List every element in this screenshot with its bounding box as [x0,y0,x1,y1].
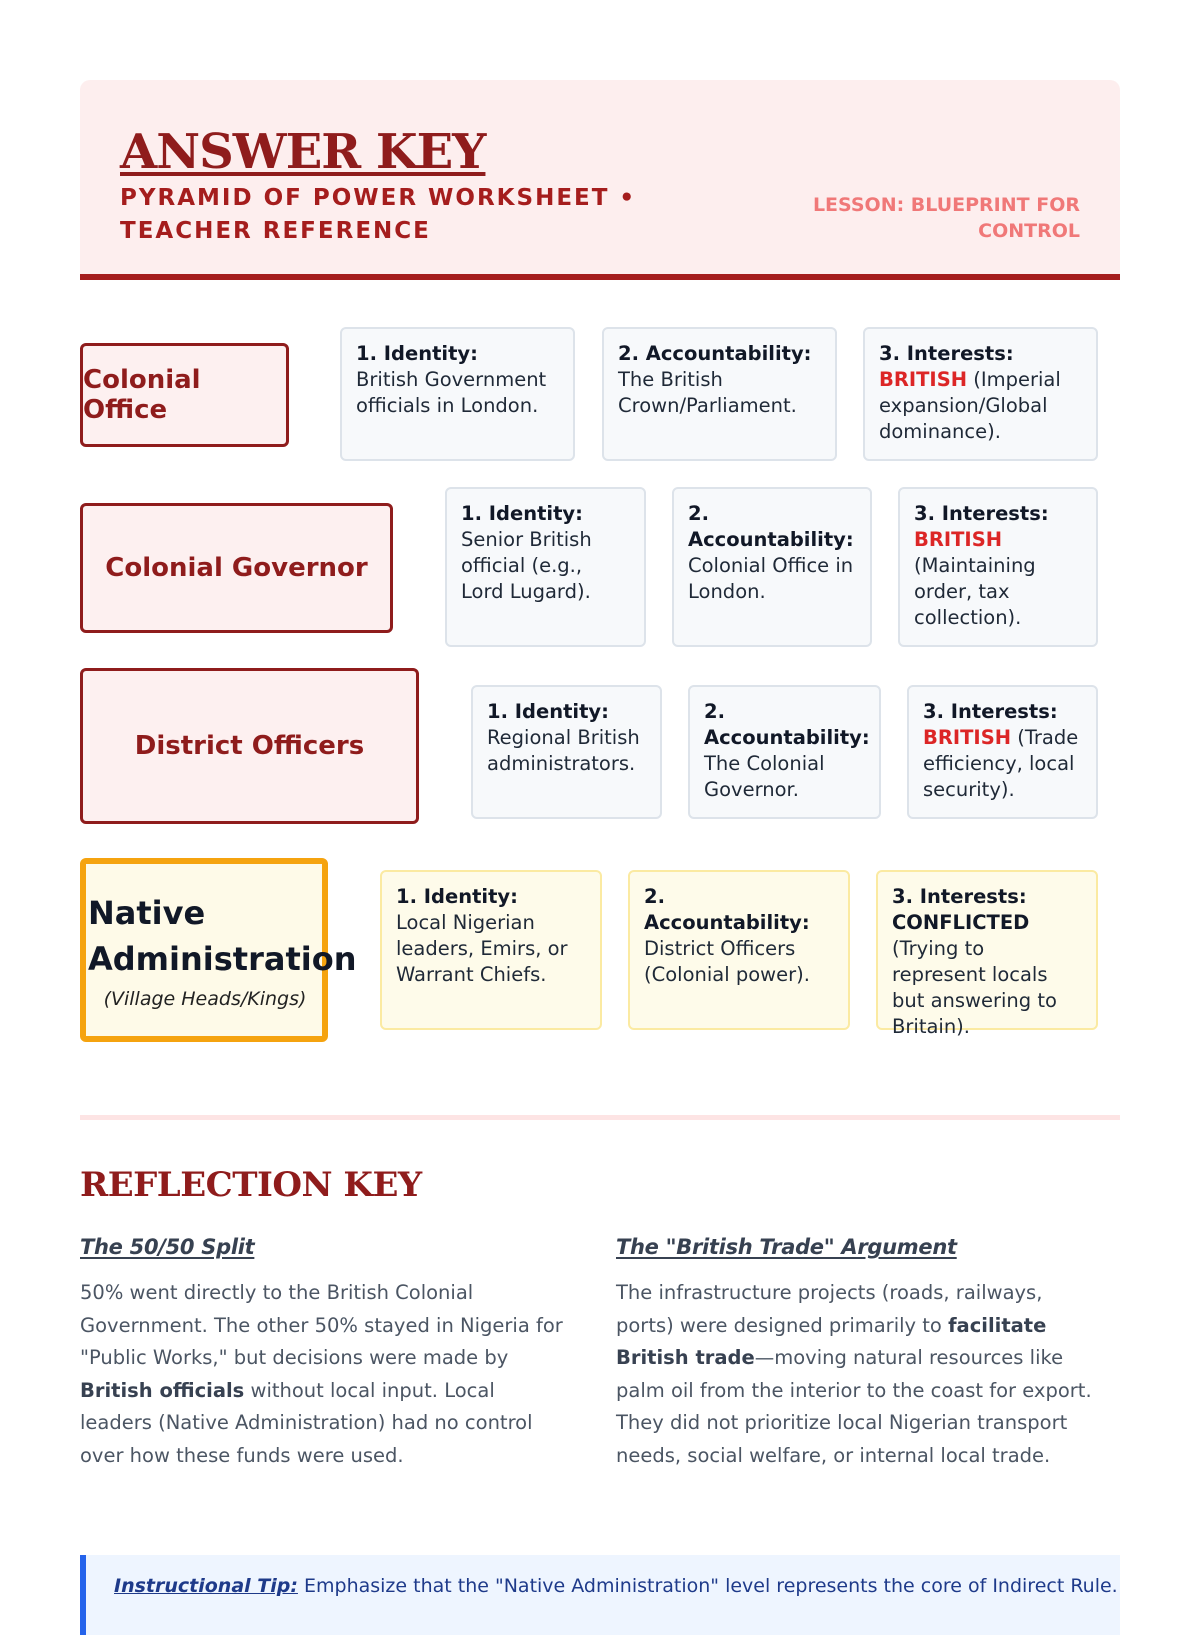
bold-run: British officials [80,1378,245,1402]
accountability-label: 2. Accountability: [644,885,810,934]
interests-tag: BRITISH [914,528,1003,551]
interests-label: 3. Interests: [923,700,1058,723]
reflection-right-heading: The "British Trade" Argument [616,1235,957,1259]
pyramid-row-district-officers [80,674,1120,830]
level-native-administration [80,858,357,1042]
interests-card [907,685,1098,819]
reflection-right [616,1235,1106,1472]
accountability-label: 2. Accountability: [618,342,812,365]
bold-run: facilitate British trade [616,1313,1047,1369]
tip-text: Emphasize that the "Native Administration" level represents the core of Indirect Rule. [297,1575,1118,1597]
accountability-text: District Officers (Colonial power). [644,937,810,986]
identity-label: 1. Identity: [487,700,609,723]
interests-card [898,487,1098,647]
identity-label: 1. Identity: [356,342,478,365]
pyramid-row-colonial-office [80,327,1120,461]
identity-card [445,487,646,647]
accountability-card [672,487,872,647]
identity-text: Local Nigerian leaders, Emirs, or Warrant Chiefs. [396,911,568,986]
section-divider [80,1115,1120,1120]
identity-text: Senior British official (e.g., Lord Lugard). [461,528,592,603]
pyramid-row-colonial-governor [80,487,1120,647]
level-colonial-governor [80,503,393,633]
accountability-text: The British Crown/Parliament. [618,368,797,417]
pyramid-row-native-administration [80,858,1120,1042]
level-name: Colonial Governor [105,553,368,583]
identity-text: British Government officials in London. [356,368,547,417]
text-run: 50% went directly to the British Colonial Government. The other 50% stayed in Nigeria for "Public Works," but decisions were made by [80,1281,563,1369]
identity-label: 1. Identity: [396,885,518,908]
level-name: Colonial Office [83,365,201,425]
level-name: Native Administration [88,894,357,978]
interests-label: 3. Interests: [914,502,1049,525]
interests-tag: CONFLICTED [892,911,1030,934]
level-subname: (Village Heads/Kings) [103,988,307,1010]
interests-card [876,870,1098,1038]
identity-card [471,685,662,819]
text-run: The infrastructure projects (roads, railways, ports) were designed primarily to [616,1281,1043,1337]
interests-card [863,327,1098,461]
instructional-tip [80,1555,1120,1635]
page-title: ANSWER KEY [120,124,486,180]
reflection-right-body [616,1277,1106,1472]
interests-text: (Imperial expansion/Global dominance). [879,368,1061,443]
accountability-card [602,327,837,461]
accountability-card [628,870,850,1030]
text-run: —moving natural resources like palm oil from the interior to the coast for export. They did not prioritize local Nigerian transport needs, social welfare, or internal local trade. [616,1346,1092,1467]
reflection-left-heading: The 50/50 Split [80,1235,255,1259]
header [80,80,1120,280]
reflection-left-body [80,1277,570,1472]
identity-card [380,870,602,1030]
page-subtitle: PYRAMID OF POWER WORKSHEET • TEACHER REFERENCE [120,185,637,244]
interests-tag: BRITISH [879,368,968,391]
accountability-label: 2. Accountability: [688,502,854,551]
lesson-label: LESSON: BLUEPRINT FOR CONTROL [812,194,1080,242]
identity-text: Regional British administrators. [487,726,640,775]
level-colonial-office [80,343,289,447]
identity-card [340,327,575,461]
interests-text: (Maintaining order, tax collection). [914,554,1036,629]
interests-label: 3. Interests: [879,342,1014,365]
accountability-card [688,685,881,819]
reflection-left [80,1235,570,1472]
accountability-label: 2. Accountability: [704,700,870,749]
accountability-text: Colonial Office in London. [688,554,854,603]
reflection-title: REFLECTION KEY [80,1165,422,1205]
interests-tag: BRITISH [923,726,1012,749]
interests-text: (Trade efficiency, local security). [923,726,1079,801]
tip-label: Instructional Tip: [114,1575,298,1597]
level-name: District Officers [134,731,365,761]
accountability-text: The Colonial Governor. [704,752,825,801]
identity-label: 1. Identity: [461,502,583,525]
text-run: without local input. Local leaders (Native Administration) had no control over how these funds were used. [80,1378,533,1467]
level-district-officers [80,668,419,824]
interests-label: 3. Interests: [892,885,1027,908]
interests-text: (Trying to represent locals but answering to Britain). [892,937,1057,1038]
